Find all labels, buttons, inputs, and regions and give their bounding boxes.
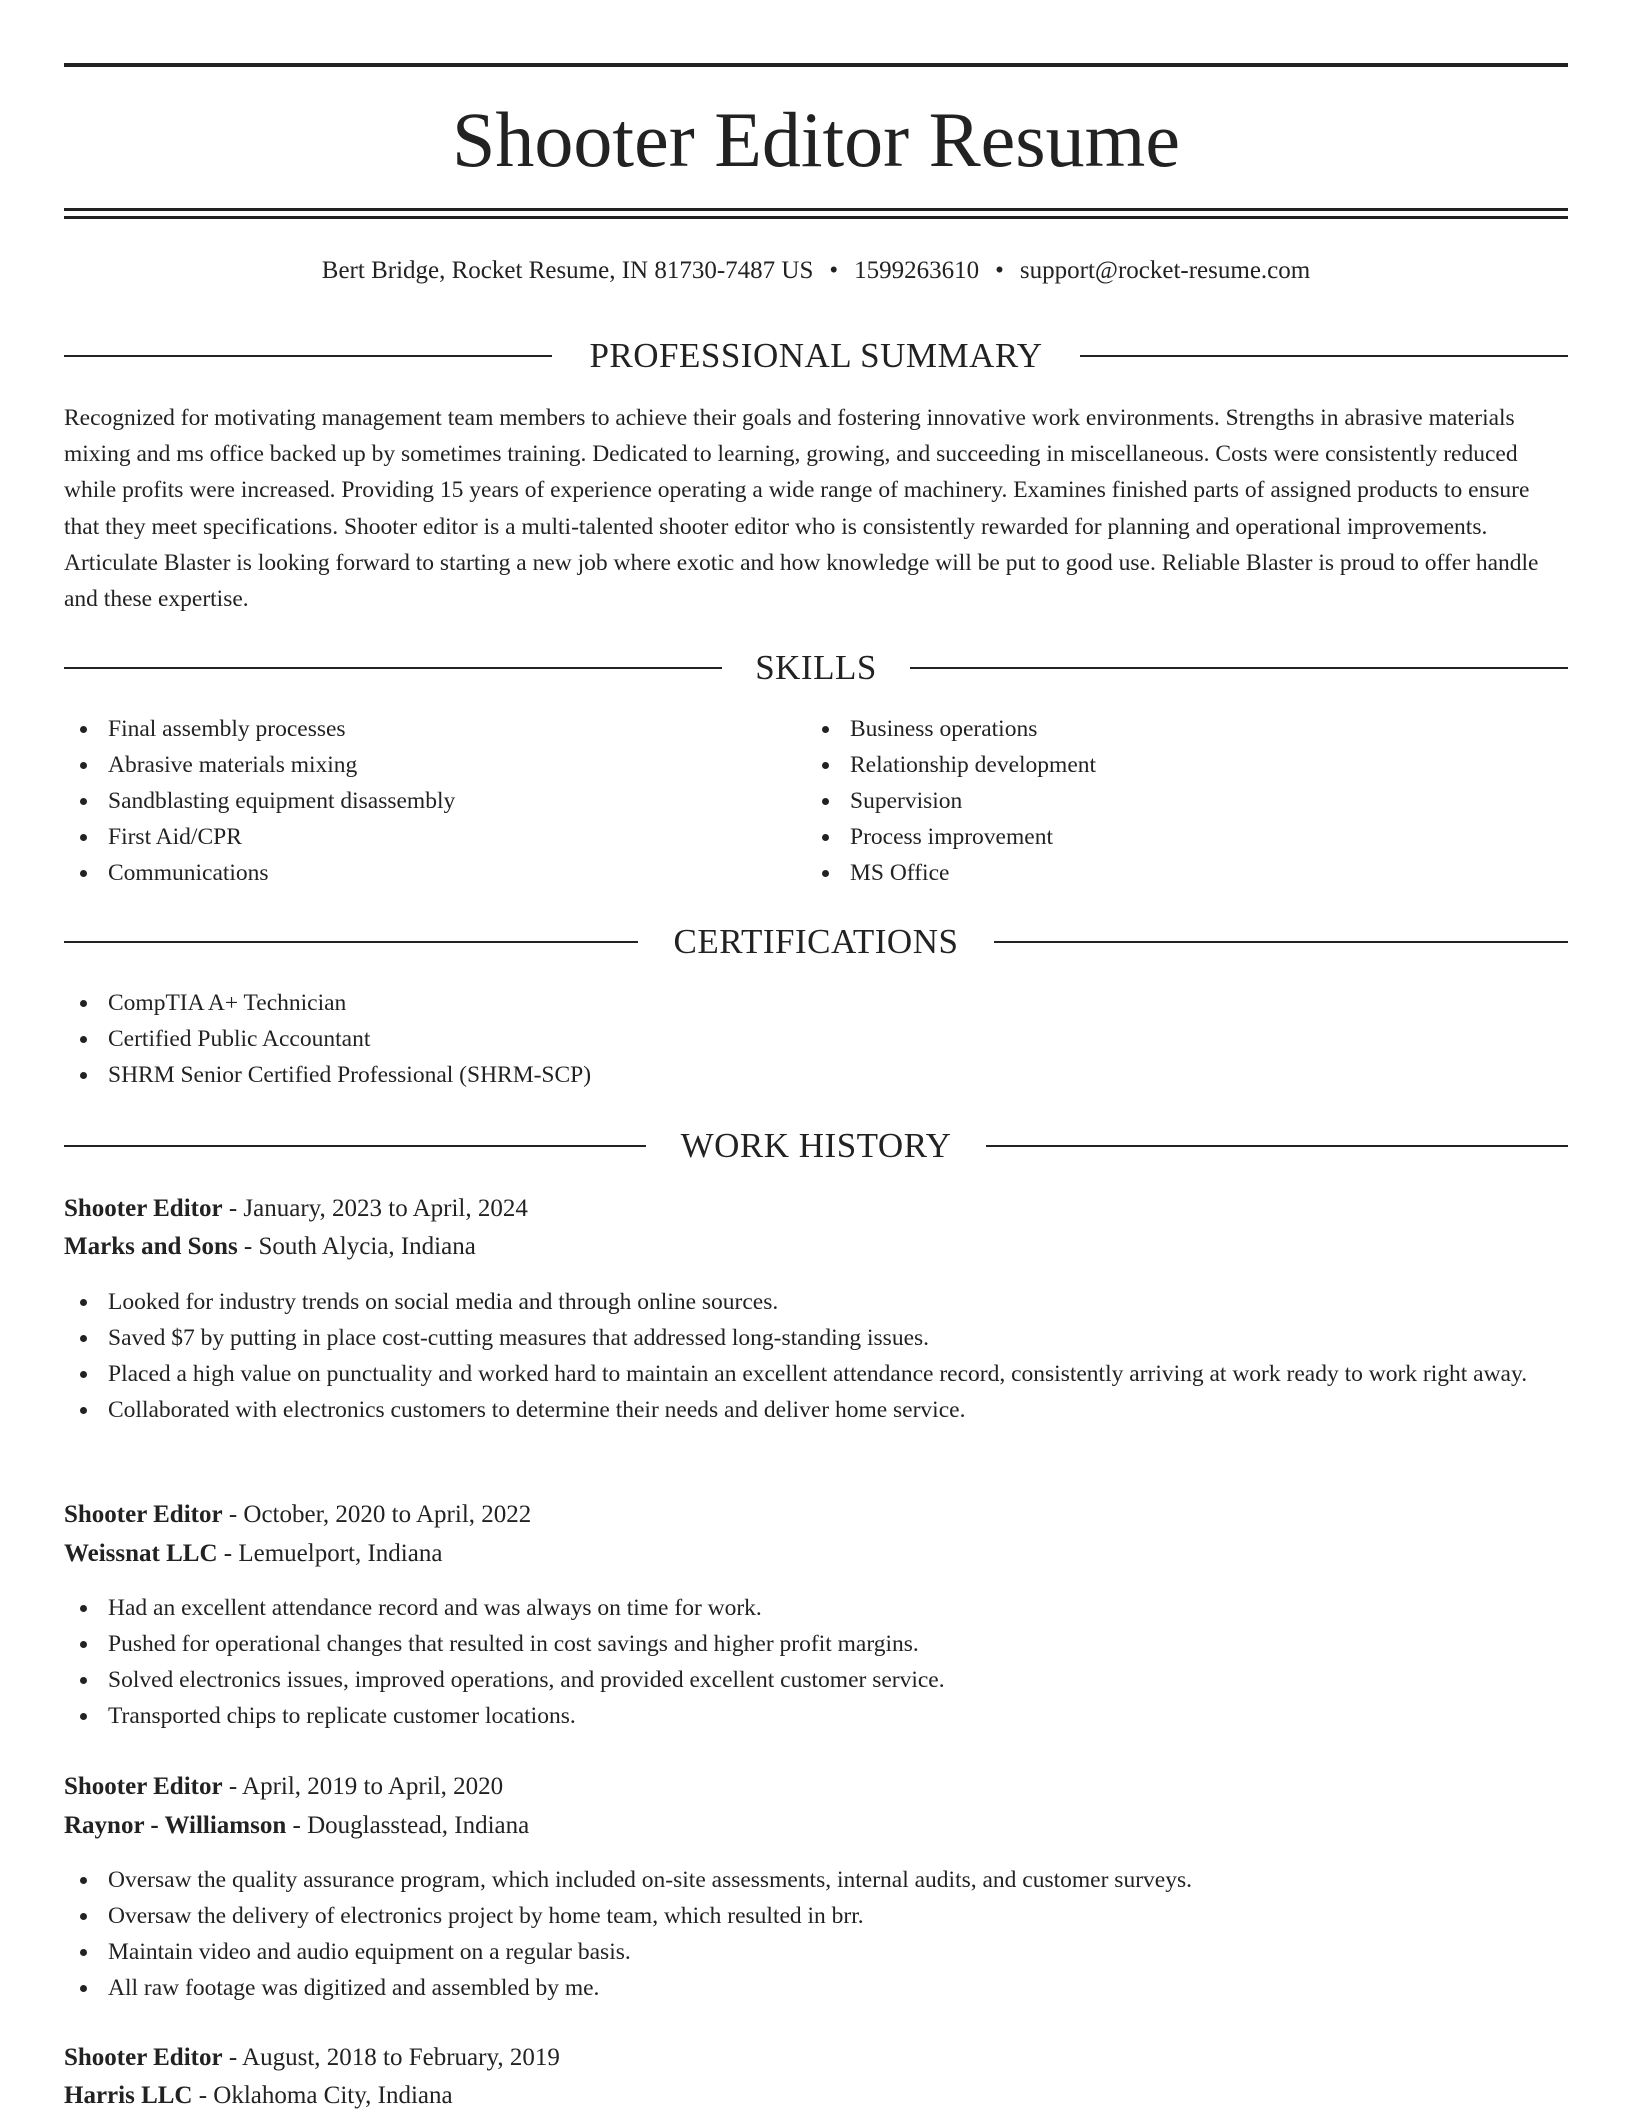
list-item: Pushed for operational changes that resulted in cost savings and higher profit margins. [64, 1626, 1568, 1662]
contact-phone: 1599263610 [854, 257, 980, 284]
job-title: Shooter Editor [64, 1501, 223, 1528]
list-item: Transported chips to replicate customer locations. [64, 1698, 1568, 1734]
job-location: Douglasstead, Indiana [307, 1812, 530, 1839]
job-dates: April, 2019 to April, 2020 [242, 1773, 504, 1800]
list-item: Certified Public Accountant [64, 1021, 1568, 1057]
list-item: Oversaw the delivery of electronics project by home team, which resulted in brr. [64, 1898, 1568, 1934]
dash: - [286, 1812, 308, 1839]
title-double-rule-lower [64, 216, 1568, 219]
dash: - [222, 1773, 243, 1800]
work-history-heading [64, 1124, 1568, 1168]
list-item: Business operations [806, 711, 1566, 747]
job-title-line [64, 1769, 503, 1805]
title-double-rule-upper [64, 208, 1568, 211]
list-item: Had an excellent attendance record and was always on time for work. [64, 1590, 1568, 1626]
job-location: Oklahoma City, Indiana [213, 2082, 453, 2109]
contact-email: support@rocket-resume.com [1019, 257, 1311, 284]
job-location: South Alycia, Indiana [258, 1233, 476, 1260]
job-location: Lemuelport, Indiana [238, 1540, 443, 1567]
list-item: Looked for industry trends on social media and through online sources. [64, 1284, 1568, 1320]
job-company-line [64, 1536, 442, 1572]
job-title-line [64, 2040, 560, 2076]
job-dates: January, 2023 to April, 2024 [243, 1195, 528, 1222]
list-item: Placed a high value on punctuality and worked hard to maintain an excellent attendance record, consistently arriving at work ready to work right away. [64, 1356, 1568, 1392]
skills-list-right [806, 711, 1566, 891]
heading-rule-right [986, 1145, 1568, 1147]
dash: - [222, 2044, 243, 2071]
list-item: First Aid/CPR [64, 819, 804, 855]
job-dates: October, 2020 to April, 2022 [243, 1501, 532, 1528]
list-item: All raw footage was digitized and assembled by me. [64, 1970, 1568, 2006]
list-item: CompTIA A+ Technician [64, 985, 1568, 1021]
list-item: Communications [64, 855, 804, 891]
work-history-heading-text: WORK HISTORY [680, 1126, 952, 1165]
skills-heading-text: SKILLS [755, 648, 877, 687]
dash: - [222, 1501, 244, 1528]
job-company: Marks and Sons [64, 1233, 238, 1260]
contact-separator: • [995, 257, 1004, 284]
list-item: Process improvement [806, 819, 1566, 855]
heading-rule-right [910, 667, 1568, 669]
job-company: Harris LLC [64, 2082, 193, 2109]
list-item: Abrasive materials mixing [64, 747, 804, 783]
job-bullets [64, 1590, 1568, 1734]
job-company-line [64, 1229, 476, 1265]
job-company: Raynor - Williamson [64, 1812, 287, 1839]
contact-line [64, 253, 1568, 289]
list-item: SHRM Senior Certified Professional (SHRM-SCP) [64, 1057, 1568, 1093]
summary-text: Recognized for motivating management team members to achieve their goals and fostering innovative work environments. Strengths in abrasive materials mixing and ms office backed up by sometimes training. Dedicated to learning, growing, and succeeding in miscellaneous. Costs were consistently reduced while profits were increased. Providing 15 years of experience operating a wide range of machinery. Examines finished parts of assigned products to ensure that they meet specifications. Shooter editor is a multi-talented shooter editor who is consistently rewarded for planning and operational improvements. Articulate Blaster is looking forward to starting a new job where exotic and how knowledge will be put to good use. Reliable Blaster is proud to offer handle and these expertise. [64, 405, 1539, 613]
list-item: Final assembly processes [64, 711, 804, 747]
job-company-line [64, 1808, 529, 1844]
heading-rule-right [994, 941, 1568, 943]
contact-separator: • [829, 257, 839, 284]
summary-heading [64, 334, 1568, 378]
contact-address: Bert Bridge, Rocket Resume, IN 81730-7487 US [321, 257, 814, 284]
resume-title: Shooter Editor Resume [452, 96, 1180, 183]
dash: - [217, 1540, 239, 1567]
job-company: Weissnat LLC [64, 1540, 218, 1567]
list-item: Relationship development [806, 747, 1566, 783]
job-title-line [64, 1191, 528, 1227]
list-item: Supervision [806, 783, 1566, 819]
job-title-line [64, 1497, 531, 1533]
list-item: MS Office [806, 855, 1566, 891]
list-item: Saved $7 by putting in place cost-cutting measures that addressed long-standing issues. [64, 1320, 1568, 1356]
job-bullets [64, 1862, 1568, 2006]
list-item: Sandblasting equipment disassembly [64, 783, 804, 819]
list-item: Maintain video and audio equipment on a regular basis. [64, 1934, 1568, 1970]
certifications-heading [64, 920, 1568, 964]
job-bullets [64, 1284, 1568, 1428]
list-item: Solved electronics issues, improved operations, and provided excellent customer service. [64, 1662, 1568, 1698]
skills-list-left [64, 711, 804, 891]
dash: - [192, 2082, 214, 2109]
job-title: Shooter Editor [64, 2044, 223, 2071]
list-item: Collaborated with electronics customers to determine their needs and deliver home service. [64, 1392, 1568, 1428]
certifications-list [64, 985, 1568, 1093]
dash: - [222, 1195, 244, 1222]
job-company-line [64, 2078, 453, 2114]
list-item: Oversaw the quality assurance program, which included on-site assessments, internal audits, and customer surveys. [64, 1862, 1568, 1898]
job-title: Shooter Editor [64, 1195, 223, 1222]
heading-rule-right [1080, 355, 1568, 357]
top-rule [64, 63, 1568, 67]
dash: - [237, 1233, 259, 1260]
summary-heading-text: PROFESSIONAL SUMMARY [589, 336, 1043, 375]
job-title: Shooter Editor [64, 1773, 223, 1800]
job-dates: August, 2018 to February, 2019 [242, 2044, 560, 2071]
certifications-heading-text: CERTIFICATIONS [673, 922, 959, 961]
skills-heading [64, 646, 1568, 690]
